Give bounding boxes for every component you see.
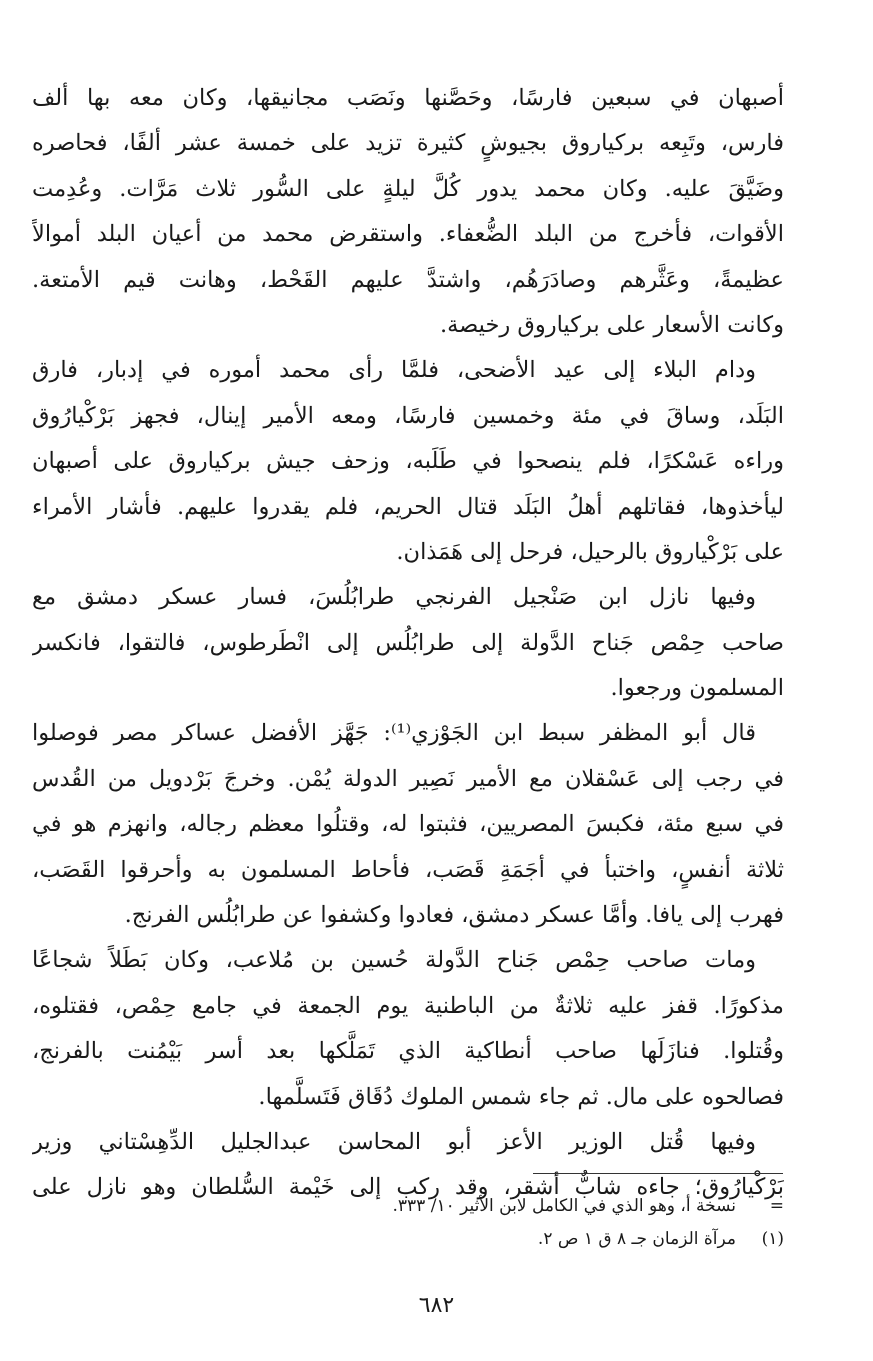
text-line: وفيها قُتل الوزير الأعز أبو المحاسن عبدالجليل الدِّهِسْتاني وزير — [32, 1128, 756, 1155]
text-line: عظيمةً، وعَثَّرهم وصادَرَهُم، واشتدَّ عليهم القَحْط، وهانت قيم الأمتعة. — [32, 266, 784, 293]
text-line: ليأخذوها، فقاتلهم أهلُ البَلَد قتال الحريم، فلم يقدروا عليهم. فأشار الأمراء — [32, 493, 784, 520]
footnote-text: نسخة أ، وهو الذي في الكامل لابن الأثير ١٠/ ٣٣٣. — [392, 1196, 736, 1216]
text-line: أصبهان في سبعين فارسًا، وحَصَّنها ونَصَب مجانيقها، وكان معه بها ألف — [32, 85, 784, 111]
text-line: ودام البلاء إلى عيد الأضحى، فلمَّا رأى محمد أموره في إدبار، فارق — [32, 357, 756, 384]
text-line: صاحب حِمْص جَناح الدَّولة إلى طرابُلُس إلى انْطَرطوس، فالتقوا، فانكسر — [32, 629, 784, 656]
text-line: على بَرْكْياروق بالرحيل، فرحل إلى هَمَذان. — [396, 538, 784, 565]
text-line: ومات صاحب حِمْص جَناح الدَّولة حُسين بن مُلاعب، وكان بَطَلاً شجاعًا — [32, 947, 756, 974]
main-text — [32, 76, 784, 1211]
footnote-marker: = — [769, 1196, 784, 1216]
footnote-1 — [32, 1223, 784, 1256]
footnote-text: مرآة الزمان جـ ٨ ق ١ ص ٢. — [537, 1229, 736, 1249]
text-line: وضَيَّقَ عليه. وكان محمد يدور كُلَّ ليلةٍ على السُّور ثلاث مَرَّات. وعُدِمت — [32, 175, 784, 202]
paragraph-tripoli-siege — [32, 575, 784, 711]
text-line: المسلمون ورجعوا. — [610, 675, 784, 702]
text-line: في رجب إلى عَسْقلان مع الأمير نَصِير الدولة يُمْن. وخرجَ بَرْدويل من القُدس — [32, 765, 784, 792]
text-line: فارس، وتَبِعه بركياروق بجيوشٍ كثيرة تزيد على خمسة عشر ألفًا، فحاصره — [32, 130, 784, 157]
text-line: بَرْكْيارُوق؛ جاءه شابٌّ أشقر، وقد ركب إلى خَيْمة السُّلطان وهو نازل على — [32, 1174, 784, 1201]
footnote-marker: (١) — [761, 1229, 784, 1249]
text-line: ثلاثة أنفسٍ، واختبأ في أجَمَةِ قَصَب، فأحاط المسلمون به وأحرقوا القَصَب، — [32, 856, 784, 883]
paragraph-eid-al-adha — [32, 348, 784, 575]
text-line: وفيها نازل ابن صَنْجيل الفرنجي طرابُلُسَ، فسار عسكر دمشق مع — [32, 584, 756, 611]
footnotes — [32, 1190, 784, 1256]
paragraph-ascalon — [32, 711, 784, 938]
text-line: وقُتلوا. فنازَلَها صاحب أنطاكية الذي تَمَلَّكها بعد أسر بَيْمُنت بالفرنج، — [32, 1038, 784, 1065]
text-line: فصالحوه على مال. ثم جاء شمس الملوك دُقَاق فَتَسلَّمها. — [258, 1083, 784, 1110]
text-line: وكانت الأسعار على بركياروق رخيصة. — [439, 311, 784, 338]
paragraph-homs-ruler-death — [32, 938, 784, 1120]
text-line: الأقوات، فأخرج من البلد الضُّعفاء. واستقرض محمد من أعيان البلد أموالاً — [32, 221, 784, 248]
page-number: ٦٨٢ — [418, 1293, 455, 1318]
footnote-separator — [533, 1173, 783, 1174]
text-line: في سبع مئة، فكبسَ المصريين، فثبتوا له، وقتلُوا معظم رجاله، وانهزم هو في — [32, 811, 784, 838]
text-line: قال أبو المظفر سبط ابن الجَوْزي⁽¹⁾: جَهَّز الأفضل عساكر مصر فوصلوا — [32, 720, 756, 747]
footnote-continued — [32, 1190, 784, 1223]
text-line: فهرب إلى يافا. وأمَّا عسكر دمشق، فعادوا وكشفوا عن طرابُلُس الفرنج. — [124, 902, 784, 929]
text-line: البَلَد، وساقَ في مئة وخمسين فارسًا، ومعه الأمير إينال، فجهز بَرْكْيارُوق — [32, 402, 784, 429]
text-line: مذكورًا. قفز عليه ثلاثةٌ من الباطنية يوم الجمعة في جامع حِمْص، فقتلوه، — [32, 992, 784, 1019]
text-line: وراءه عَسْكرًا، فلم ينصحوا في طَلَبه، وزحف جيش بركياروق على أصبهان — [32, 448, 784, 475]
paragraph-siege-of-isfahan — [32, 76, 784, 348]
